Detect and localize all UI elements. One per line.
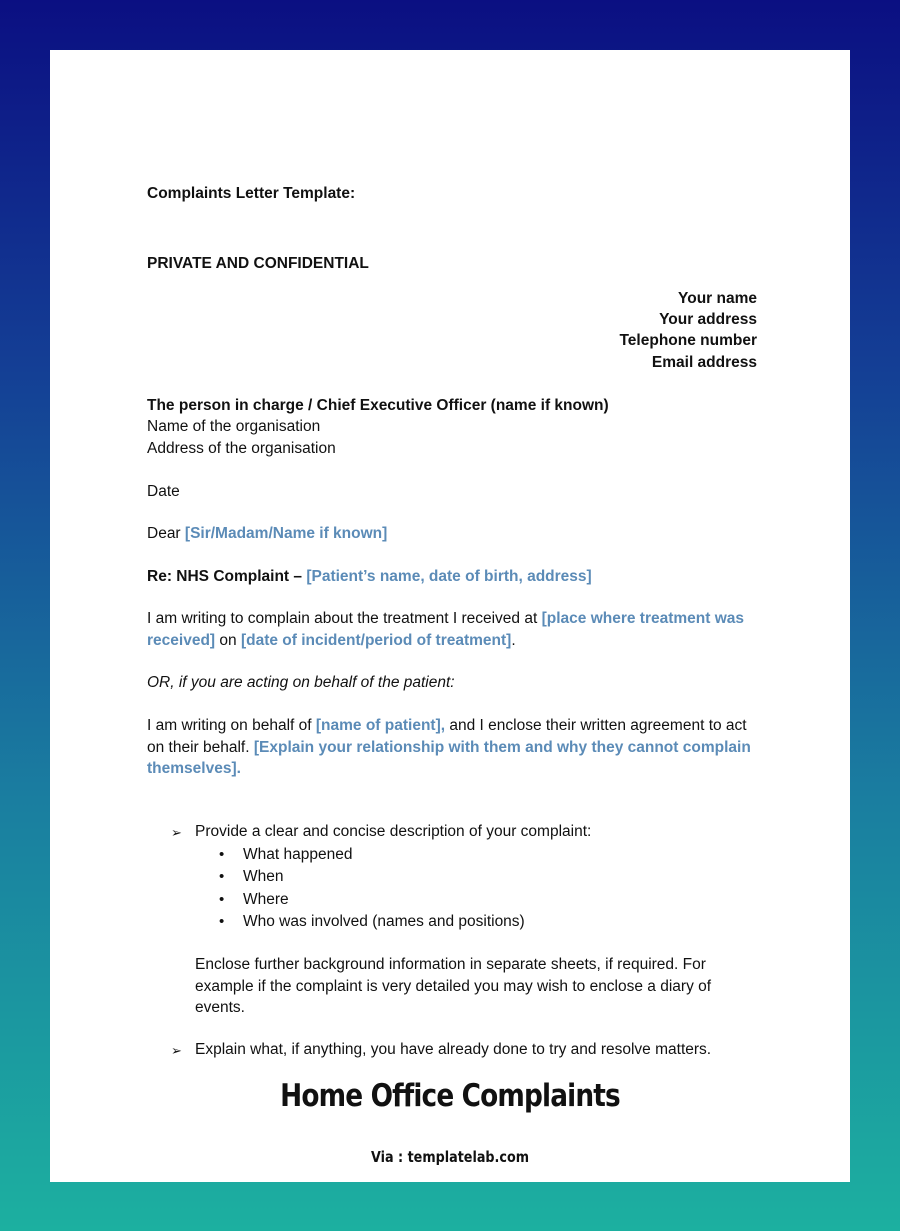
sub-bullet-what: What happened — [243, 846, 353, 863]
footer-source: Via : templatelab.com — [370, 1148, 530, 1166]
dot-bullet-icon: • — [219, 846, 225, 863]
paragraph-treatment — [147, 608, 757, 651]
enclose-paragraph: Enclose further background information in separate sheets, if required. For example if the complaint is very detailed you may wish to enclose a diary of events. — [195, 956, 712, 1016]
para2-text: I am writing on behalf of — [147, 717, 316, 734]
dot-bullet-icon: • — [219, 913, 225, 930]
private-label: PRIVATE AND CONFIDENTIAL — [147, 255, 369, 272]
bullet-describe: Provide a clear and concise description of your complaint: — [195, 823, 592, 840]
document-page — [50, 50, 850, 1182]
date-line: Date — [147, 483, 180, 500]
or-line: OR, if you are acting on behalf of the patient: — [147, 674, 455, 691]
subject-placeholder: [Patient’s name, date of birth, address] — [306, 568, 592, 585]
bullet-explain: Explain what, if anything, you have already done to try and resolve matters. — [195, 1041, 712, 1058]
arrow-bullet-icon: ➢ — [171, 1043, 182, 1058]
salutation-prefix: Dear — [147, 525, 185, 542]
para1-place-placeholder: [place where treatment was received] — [147, 610, 745, 649]
paragraph-behalf — [147, 715, 757, 780]
para2-patient-placeholder: [name of patient], — [315, 717, 446, 734]
salutation — [147, 523, 387, 545]
letter-heading: Complaints Letter Template: — [147, 185, 356, 202]
para2-text-2: and I enclose their written agreement to act on their behalf. — [147, 717, 747, 756]
para1-date-placeholder: [date of incident/period of treatment] — [240, 631, 512, 649]
recipient-address: Address of the organisation — [147, 440, 336, 457]
sub-bullet-when: When — [243, 868, 284, 885]
sub-bullet-where: Where — [243, 891, 289, 908]
para1-text: I am writing to complain about the treatment I received at — [147, 610, 542, 627]
para1-on: on — [215, 631, 241, 649]
salutation-placeholder: [Sir/Madam/Name if known] — [184, 525, 388, 542]
arrow-bullet-icon: ➢ — [171, 825, 182, 840]
sender-email: Email address — [651, 354, 757, 371]
dot-bullet-icon: • — [219, 891, 225, 908]
sender-name: Your name — [678, 290, 757, 307]
subject-prefix: Re: NHS Complaint – — [147, 568, 307, 585]
dot-bullet-icon: • — [219, 868, 225, 885]
subject-line — [147, 566, 592, 588]
para1-period: . — [511, 631, 516, 649]
footer-title: Home Office Complaints — [280, 1078, 620, 1114]
sub-bullet-who: Who was involved (names and positions) — [243, 913, 525, 930]
recipient-organisation: Name of the organisation — [147, 418, 321, 435]
sender-telephone: Telephone number — [619, 332, 757, 349]
sender-address: Your address — [659, 311, 757, 328]
para2-explain-placeholder: [Explain your relationship with them and why they cannot complain themselves]. — [147, 738, 751, 777]
recipient-title: The person in charge / Chief Executive Officer (name if known) — [147, 397, 609, 414]
